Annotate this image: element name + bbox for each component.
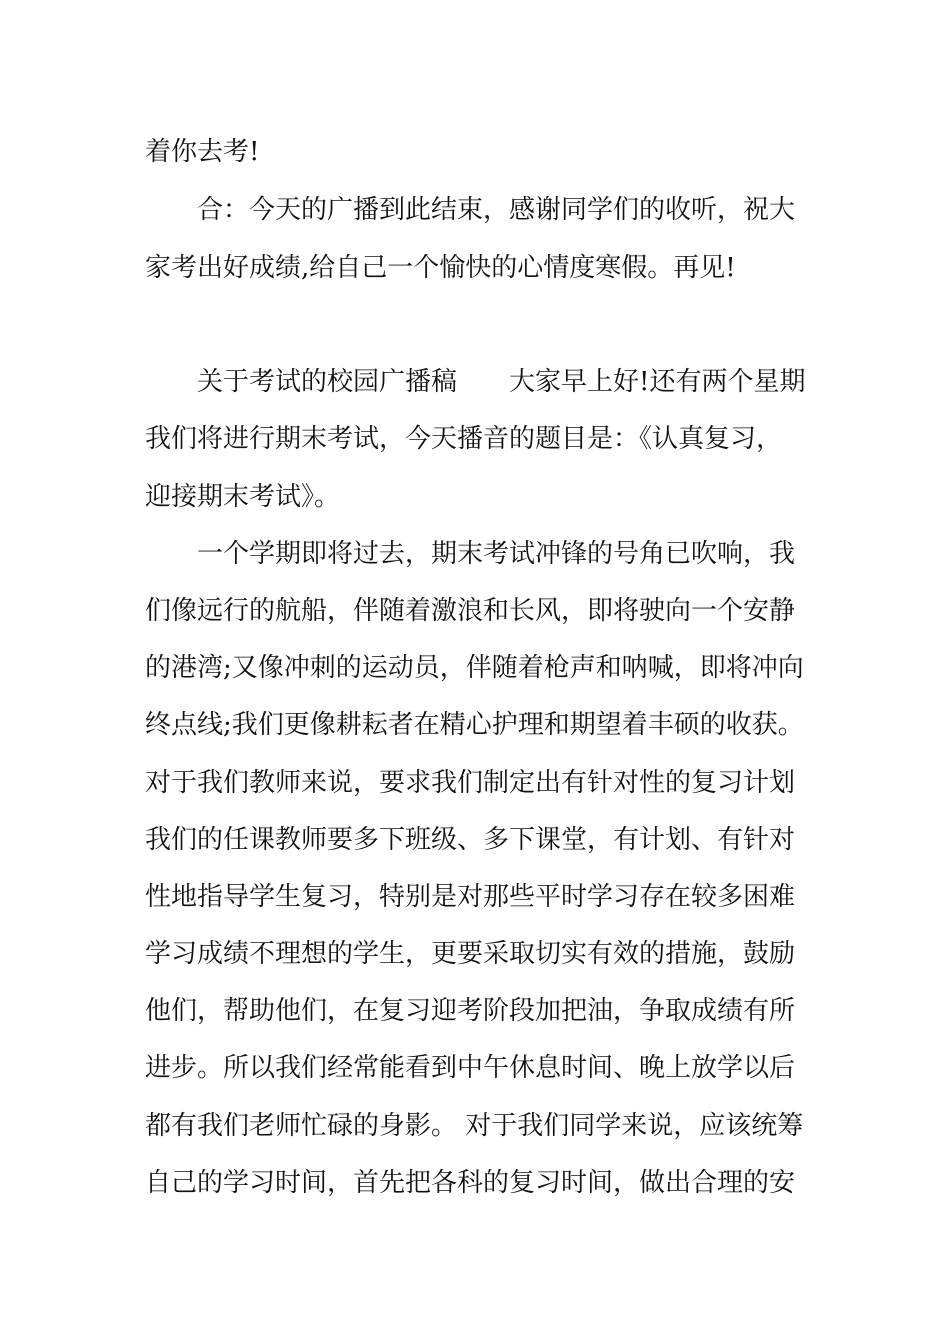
- text-line: 学习成绩不理想的学生，更要采取切实有效的措施，鼓励: [145, 939, 796, 969]
- text-line: 进步。所以我们经常能看到中午休息时间、晚上放学以后: [145, 1053, 796, 1083]
- text-line: 一个学期即将过去，期末考试冲锋的号角已吹响，我: [197, 539, 796, 569]
- text-line: 对于我们教师来说，要求我们制定出有针对性的复习计划: [145, 768, 796, 798]
- text-line: 的港湾;又像冲刺的运动员，伴随着枪声和呐喊，即将冲向: [145, 653, 804, 683]
- text-line: 我们将进行期末考试，今天播音的题目是：《认真复习，: [145, 424, 783, 454]
- text-line: 家考出好成绩,给自己一个愉快的心情度寒假。再见!: [145, 253, 736, 283]
- text-line: 关于考试的校园广播稿 大家早上好!还有两个星期: [197, 367, 806, 397]
- text-line: 自己的学习时间，首先把各科的复习时间，做出合理的安: [145, 1168, 796, 1198]
- text-line: 性地指导学生复习，特别是对那些平时学习存在较多困难: [145, 882, 796, 912]
- text-line: 迎接期末考试》。: [145, 482, 341, 512]
- text-line: 们像远行的航船，伴随着激浪和长风，即将驶向一个安静: [145, 596, 796, 626]
- text-line: 我们的任课教师要多下班级、多下课堂，有计划、有针对: [145, 825, 796, 855]
- text-line: 合：今天的广播到此结束，感谢同学们的收听，祝大: [197, 195, 796, 225]
- text-line: 他们，帮助他们，在复习迎考阶段加把油，争取成绩有所: [145, 996, 796, 1026]
- text-line: 终点线;我们更像耕耘者在精心护理和期望着丰硕的收获。: [145, 710, 804, 740]
- text-line: 着你去考!: [145, 137, 260, 167]
- text-line: 都有我们老师忙碌的身影。 对于我们同学来说，应该统筹: [145, 1111, 804, 1141]
